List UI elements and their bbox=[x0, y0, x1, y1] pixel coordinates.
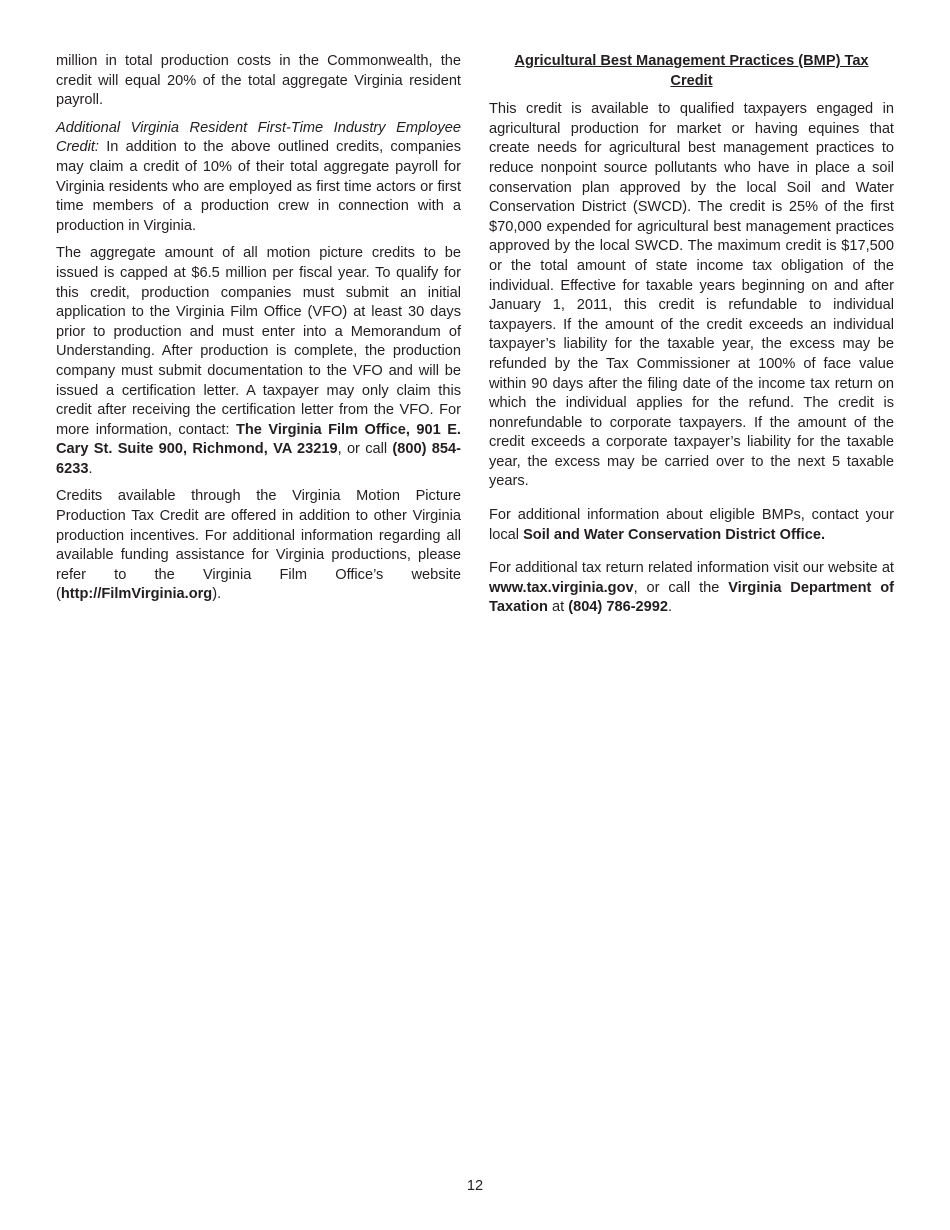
first-time-employee-credit-title: Additional Virginia Resident First-Time Industry Employee Credit: bbox=[56, 119, 461, 156]
taxation-phone: (804) 786-2992 bbox=[568, 599, 669, 616]
film-office-phone: (800) 854-6233 bbox=[56, 441, 461, 477]
page-number: 12 bbox=[466, 1178, 484, 1194]
film-office-address: The Virginia Film Office, 901 E. Cary St. Suite 900, Richmond, VA 23219 bbox=[56, 421, 461, 458]
other-incentives-end: ). bbox=[212, 586, 222, 603]
bmp-section-heading bbox=[489, 52, 894, 91]
tax-website: www.tax.virginia.gov bbox=[489, 579, 634, 596]
tax-info-text: For additional tax return related information visit our website at bbox=[489, 560, 894, 577]
credit-cap-period: . bbox=[88, 460, 93, 477]
film-virginia-url: http://FilmVirginia.org bbox=[60, 586, 213, 603]
paragraph-bmp-contact bbox=[489, 506, 894, 545]
tax-info-period: . bbox=[668, 599, 673, 616]
bmp-heading-line2: Credit bbox=[670, 72, 713, 89]
other-incentives-text: Credits available through the Virginia Motion Picture Production Tax Credit are offered in addition to other Virginia production incentives. For additional information regarding all available funding assistance for Virginia productions, please refer to the Virginia Film Office’s website ( bbox=[56, 488, 461, 603]
paragraph-payroll-credit: million in total production costs in the Commonwealth, the credit will equal 20% of the total aggregate Virginia resident payroll. bbox=[56, 53, 461, 109]
tax-info-or-call: , or call the bbox=[633, 579, 729, 596]
bmp-contact-text: For additional information about eligible BMPs, contact your local bbox=[489, 507, 894, 543]
paragraph-tax-info bbox=[489, 559, 894, 618]
paragraph-other-incentives bbox=[56, 487, 461, 605]
left-column bbox=[56, 52, 461, 613]
paragraph-bmp-credit: This credit is available to qualified taxpayers engaged in agricultural production for market or having equines that create needs for agricultural best management practices to reduce nonpoint source pollutants who have in place a soil conservation plan approved by the local Soil and Water Conservation District (SWCD). The credit is 25% of the first $70,000 expended for agricultural best management practices approved by the local SWCD. The maximum credit is $17,500 or the total amount of state income tax obligation of the individual. Effective for taxable years beginning on and after January 1, 2011, this credit is refundable to individual taxpayers. If the amount of the credit exceeds an individual taxpayer’s liability for the taxable year, the excess may be refunded by the Tax Commissioner at 100% of face value within 90 days after the filing date of the income tax return on which the individual applies for the refund. The credit is nonrefundable to corporate taxpayers. If the amount of the credit exceeds a corporate taxpayer’s liability for the taxable year, the excess may be carried over to the next 5 taxable years. bbox=[489, 101, 894, 490]
right-column bbox=[489, 52, 894, 632]
credit-cap-or-call: , or call bbox=[337, 441, 393, 458]
swcd-office: Soil and Water Conservation District Office. bbox=[523, 526, 826, 543]
credit-cap-text: The aggregate amount of all motion picture credits to be issued is capped at $6.5 million per fiscal year. To qualify for this credit, production companies must submit an initial application to the Virginia Film Office (VFO) at least 30 days prior to production and must enter into a Memorandum of Understanding. After production is complete, the production company must submit documentation to the VFO and will be issued a certification letter. A taxpayer may only claim this credit after receiving the certification letter from the VFO. For more information, contact: bbox=[56, 245, 461, 438]
first-time-employee-credit-body: In addition to the above outlined credits, companies may claim a credit of 10% of their total aggregate payroll for Virginia residents who are employed as first time actors or first time members of a production crew in connection with a production in Virginia. bbox=[56, 139, 461, 234]
tax-info-at: at bbox=[547, 599, 569, 616]
bmp-heading-line1: Agricultural Best Management Practices (BMP) Tax bbox=[514, 53, 869, 69]
paragraph-credit-cap bbox=[56, 244, 461, 479]
department-of-taxation: Virginia Department of Taxation bbox=[489, 579, 895, 616]
paragraph-first-time-employee-credit bbox=[56, 119, 461, 237]
